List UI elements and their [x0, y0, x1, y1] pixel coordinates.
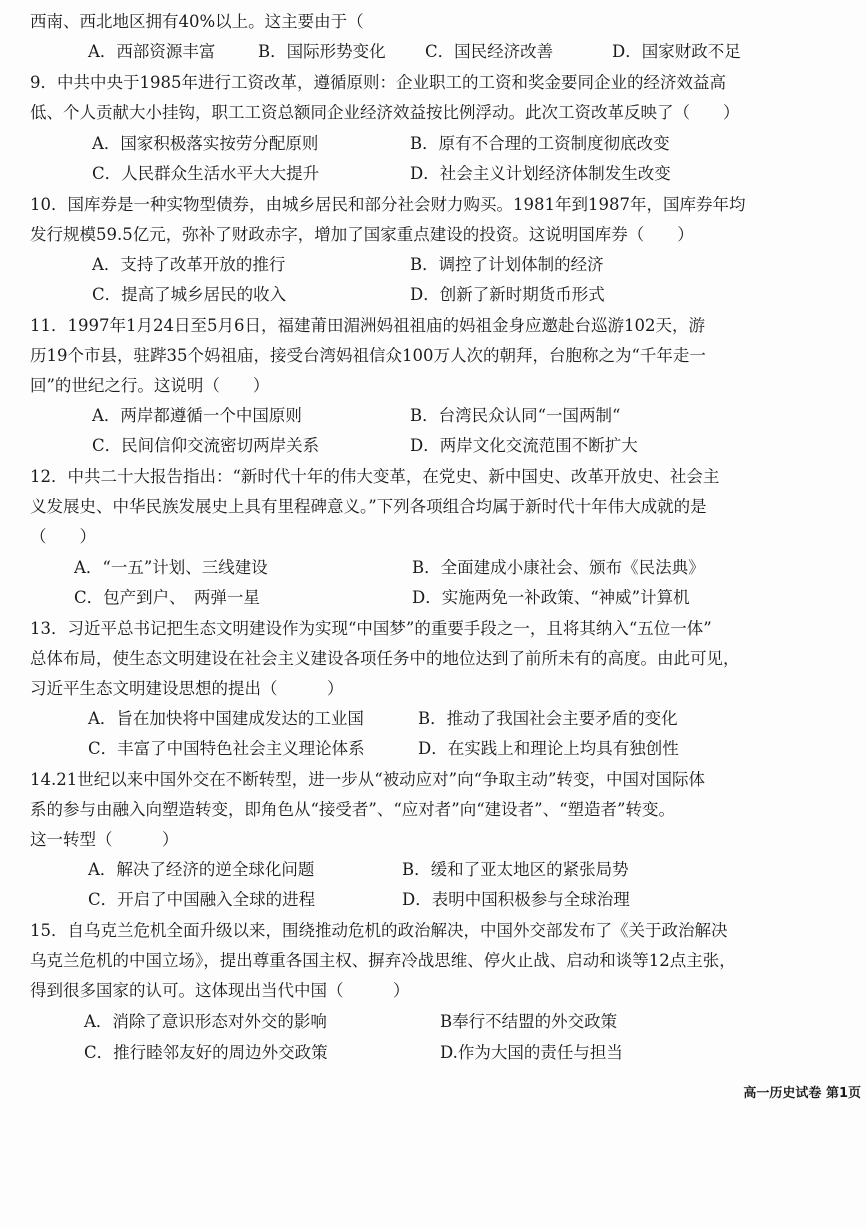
- q9-option-c: C．人民群众生活水平大大提升: [92, 164, 320, 183]
- q14-option-b: B．缓和了亚太地区的紧张局势: [402, 860, 629, 879]
- q13-stem-line1: 13．习近平总书记把生态文明建设作为实现“中国梦”的重要手段之一，且将其纳入“五位一体”: [30, 619, 712, 638]
- q15-option-b: B奉行不结盟的外交政策: [440, 1012, 618, 1031]
- q14-stem-line2: 系的参与由融入向塑造转变，即角色从“接受者”、“应对者”向“建设者”、“塑造者”转变。: [30, 800, 675, 819]
- q15-stem-line1: 15．自乌克兰危机全面升级以来，围绕推动危机的政治解决，中国外交部发布了《关于政治解决: [30, 921, 728, 940]
- q8-option-a: A．西部资源丰富: [88, 42, 216, 61]
- q12-option-d: D．实施两免一补政策、“神威”计算机: [412, 588, 690, 607]
- q10-option-a: A．支持了改革开放的推行: [92, 255, 286, 274]
- q13-stem-line3: 习近平生态文明建设思想的提出（ ）: [30, 679, 344, 698]
- q10-stem-line1: 10．国库券是一种实物型债券，由城乡居民和部分社会财力购买。1981年到1987年，国库券年均: [30, 195, 746, 214]
- q11-stem-line3: 回”的世纪之行。这说明（ ）: [30, 376, 270, 395]
- q10-stem-line2: 发行规模59.5亿元，弥补了财政赤字，增加了国家重点建设的投资。这说明国库券（ ）: [30, 225, 694, 244]
- q15-option-d: D.作为大国的责任与担当: [440, 1043, 623, 1062]
- q11-stem-line2: 历19个市县，驻跸35个妈祖庙，接受台湾妈祖信众100万人次的朝拜，台胞称之为“千年走一: [30, 346, 706, 365]
- q14-stem-line3: 这一转型（ ）: [30, 830, 179, 849]
- page-footer: 高一历史试卷 第1页: [743, 1086, 861, 1101]
- q15-stem-line3: 得到很多国家的认可。这体现出当代中国（ ）: [30, 981, 410, 1000]
- q9-option-a: A．国家积极落实按劳分配原则: [92, 134, 319, 153]
- q11-option-b: B．台湾民众认同“一国两制“: [410, 406, 621, 425]
- q9-option-d: D．社会主义计划经济体制发生改变: [410, 164, 671, 183]
- q9-stem-line1: 9．中共中央于1985年进行工资改革，遵循原则：企业职工的工资和奖金要同企业的经济效益高: [30, 73, 726, 92]
- q10-option-b: B．调控了计划体制的经济: [410, 255, 604, 274]
- q13-stem-line2: 总体布局，使生态文明建设在社会主义建设各项任务中的地位达到了前所未有的高度。由此可见，: [30, 649, 740, 668]
- q13-option-a: A．旨在加快将中国建成发达的工业国: [88, 709, 364, 728]
- question-8-tail: 西南、西北地区拥有40%以上。这主要由于（: [30, 12, 364, 31]
- q15-option-c: C．推行睦邻友好的周边外交政策: [84, 1043, 328, 1062]
- q12-stem-line3: （ ）: [30, 527, 96, 546]
- q8-option-d: D．国家财政不足: [612, 42, 741, 61]
- q14-stem-line1: 14.21世纪以来中国外交在不断转型，进一步从“被动应对”向“争取主动”转变，中国对国际体: [30, 770, 705, 789]
- q14-option-d: D．表明中国积极参与全球治理: [402, 890, 630, 909]
- q13-option-c: C．丰富了中国特色社会主义理论体系: [88, 739, 365, 758]
- q10-option-c: C．提高了城乡居民的收入: [92, 285, 287, 304]
- q14-option-a: A．解决了经济的逆全球化问题: [88, 860, 315, 879]
- q12-stem-line1: 12．中共二十大报告指出：“新时代十年的伟大变革，在党史、新中国史、改革开放史、社会主: [30, 467, 720, 486]
- q12-option-a: A．“一五”计划、三线建设: [74, 558, 268, 577]
- q9-stem-line2: 低、个人贡献大小挂钩，职工工资总额同企业经济效益按比例浮动。此次工资改革反映了（ ）: [30, 103, 740, 122]
- q11-stem-line1: 11．1997年1月24日至5月6日，福建莆田湄洲妈祖祖庙的妈祖金身应邀赴台巡游102天，游: [30, 316, 705, 335]
- q8-option-c: C．国民经济改善: [425, 42, 554, 61]
- q11-option-a: A．两岸都遵循一个中国原则: [92, 406, 302, 425]
- q15-option-a: A．消除了意识形态对外交的影响: [84, 1012, 327, 1031]
- q12-option-b: B．全面建成小康社会、颁布《民法典》: [412, 558, 705, 577]
- q12-option-c: C．包产到户、 两弹一星: [74, 588, 260, 607]
- q12-stem-line2: 义发展史、中华民族发展史上具有里程碑意义。”下列各项组合均属于新时代十年伟大成就的是: [30, 497, 707, 516]
- q8-option-b: B．国际形势变化: [258, 42, 386, 61]
- q15-stem-line2: 乌克兰危机的中国立场》，提出尊重各国主权、摒弃冷战思维、停火止战、启动和谈等12点主张，: [30, 951, 736, 970]
- q13-option-d: D．在实践上和理论上均具有独创性: [418, 739, 679, 758]
- q11-option-d: D．两岸文化交流范围不断扩大: [410, 436, 638, 455]
- q9-option-b: B．原有不合理的工资制度彻底改变: [410, 134, 670, 153]
- q14-option-c: C．开启了中国融入全球的进程: [88, 890, 316, 909]
- q13-option-b: B．推动了我国社会主要矛盾的变化: [418, 709, 678, 728]
- q10-option-d: D．创新了新时期货币形式: [410, 285, 605, 304]
- q11-option-c: C．民间信仰交流密切两岸关系: [92, 436, 320, 455]
